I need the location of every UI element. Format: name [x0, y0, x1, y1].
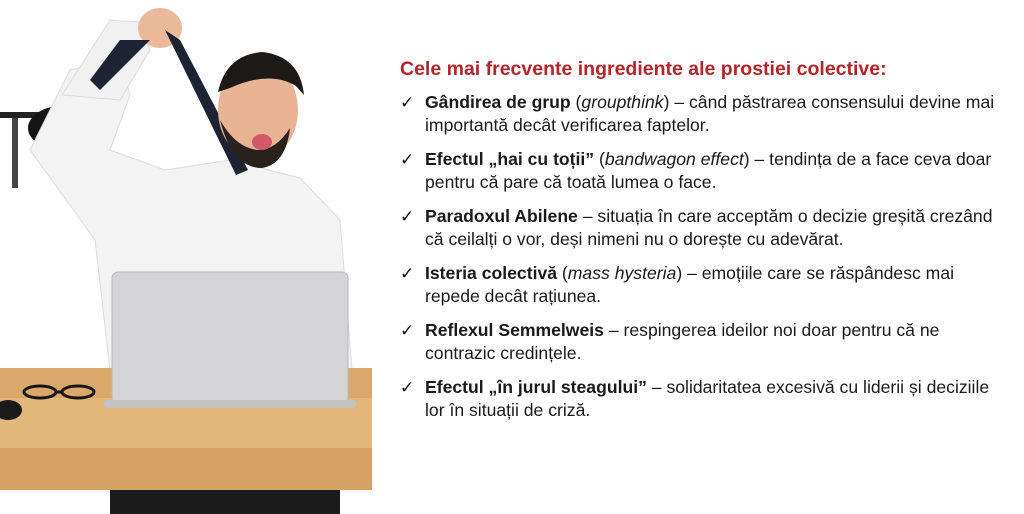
- item-term: Gândirea de grup: [425, 92, 571, 112]
- list-item: [400, 376, 1012, 422]
- check-icon: ✓: [400, 150, 415, 169]
- ingredient-list: [400, 91, 1012, 422]
- check-icon: ✓: [400, 321, 415, 340]
- item-english: groupthink: [581, 92, 664, 112]
- check-icon: ✓: [400, 207, 415, 226]
- text-panel: [400, 58, 1012, 433]
- item-english: mass hysteria: [567, 263, 677, 283]
- item-description: – când păstrarea consensului devine mai importantă decât verificarea faptelor.: [425, 92, 995, 135]
- illustration-man-pulling-tie: [0, 0, 372, 514]
- list-item: [400, 205, 1012, 251]
- check-icon: ✓: [400, 93, 415, 112]
- item-term: Isteria colectivă: [425, 263, 558, 283]
- heading: Cele mai frecvente ingrediente ale prostiei colective:: [400, 58, 887, 80]
- item-term: Reflexul Semmelweis: [425, 320, 604, 340]
- item-english: bandwagon effect: [604, 149, 744, 169]
- list-item: ✓ Efectul „hai cu toții” (bandwagon effect) – tendința de a face ceva doar pentru că pare că toată lumea o face.: [400, 149, 992, 192]
- item-description: – emoțiile care se răspândesc mai repede decât rațiunea.: [425, 263, 955, 306]
- item-term: Efectul „în jurul steagului”: [425, 377, 647, 397]
- item-description: – situația în care acceptăm o decizie greșită crezând că ceilalți o vor, deși nimeni nu o dorește cu adevărat.: [425, 206, 993, 249]
- item-description: – tendința de a face ceva doar pentru că pare că toată lumea o face.: [425, 149, 992, 192]
- item-term: Paradoxul Abilene: [425, 206, 578, 226]
- item-description: – respingerea ideilor noi doar pentru că ne contrazic credințele.: [425, 320, 940, 363]
- laptop-icon: [104, 272, 356, 408]
- item-term: Efectul „hai cu toții”: [425, 149, 595, 169]
- check-icon: ✓: [400, 264, 415, 283]
- item-description: – solidaritatea excesivă cu liderii și deciziile lor în situații de criză.: [425, 377, 990, 420]
- list-item: [400, 319, 1012, 365]
- list-item: ✓ Isteria colectivă (mass hysteria) – emoțiile care se răspândesc mai repede decât rațiunea.: [400, 263, 955, 306]
- list-item: ✓ Gândirea de grup (groupthink) – când păstrarea consensului devine mai importantă decât verificarea faptelor.: [400, 92, 995, 135]
- check-icon: ✓: [400, 378, 415, 397]
